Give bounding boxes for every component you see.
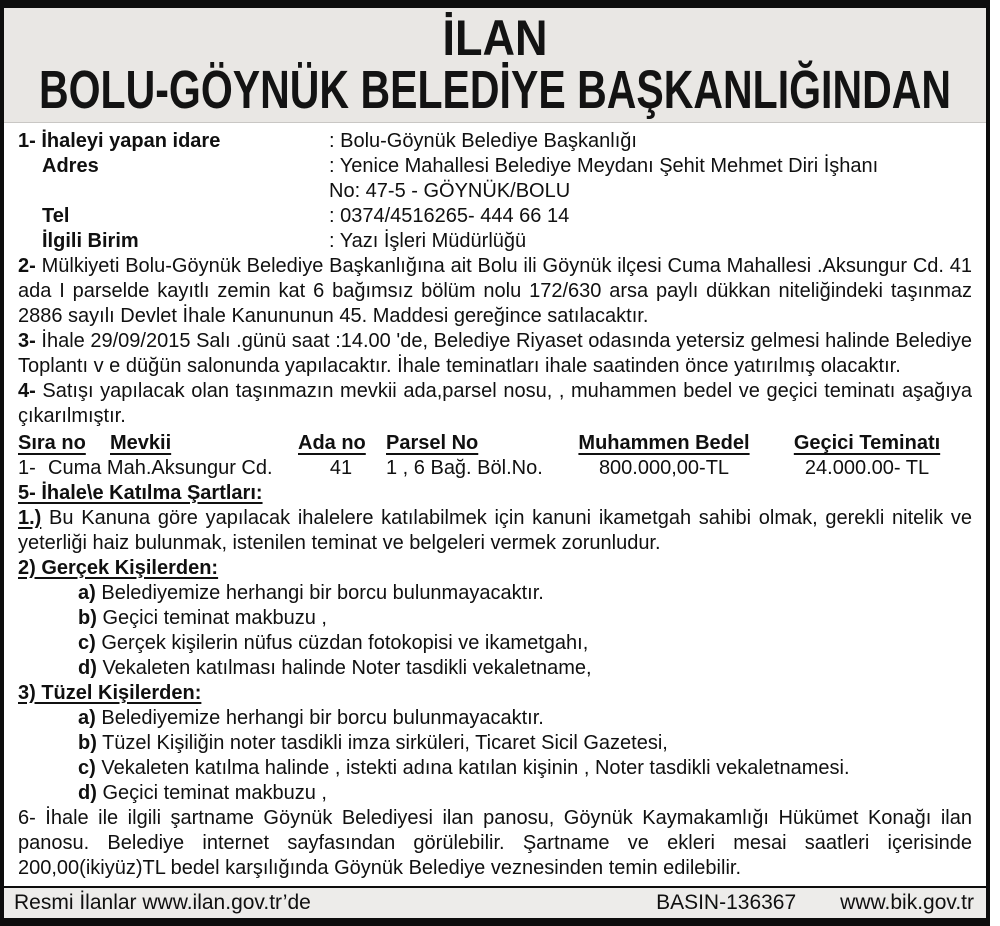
real-persons-item-d-text: Vekaleten katılması halinde Noter tasdikli vekaletname, (96, 657, 592, 679)
section5-item1-text: Bu Kanuna göre yapılacak ihalelere katılabilmek için kanuni ikametgah sahibi olmak, gerekli nitelik ve yeterliği haiz bulunmak, istenilen teminat ve belgeleri vermek zorunludur. (18, 507, 972, 554)
legal-persons-item-b-text: Tüzel Kişiliğin noter tasdikli imza sirküleri, Ticaret Sicil Gazetesi, (96, 732, 668, 754)
real-persons-item-c-text: Gerçek kişilerin nüfus cüzdan fotokopisi ve ikametgahı, (95, 632, 589, 654)
section5-heading-row (18, 481, 972, 506)
legal-persons-item-c (18, 756, 972, 781)
section5-heading: 5- İhale\e Katılma Şartları: (18, 482, 263, 504)
info-value-address (329, 154, 972, 204)
info-row-department (18, 229, 972, 254)
announcement-header (4, 8, 986, 123)
info-value-department: : Yazı İşleri Müdürlüğü (329, 230, 527, 252)
announcement-body (4, 123, 986, 886)
info-row-authority (18, 129, 972, 154)
legal-persons-item-b (18, 731, 972, 756)
paragraph-3-text: İhale 29/09/2015 Salı .günü saat :14.00 'de, Belediye Riyaset odasında yetersiz gelmesi halinde Belediye Toplantı v e düğün salonunda yapılacaktır. İhale teminatları ihale saatinden önce yatırılmış olacaktır. (18, 330, 972, 377)
info-row-phone (18, 204, 972, 229)
legal-persons-item-d (18, 781, 972, 806)
paragraph-3-number: 3- (18, 330, 36, 352)
cell-mevkii: Cuma Mah.Aksungur Cd. (48, 457, 273, 479)
info-value-address-line2: No: 47-5 - GÖYNÜK/BOLU (329, 180, 571, 202)
real-persons-item-d (18, 656, 972, 681)
header-ilan-text: İLAN (442, 10, 548, 66)
col-header-gecici-teminati: Geçici Teminatı (793, 432, 941, 454)
header-ilan-title (4, 10, 986, 66)
legal-persons-item-d-text: Geçici teminat makbuzu , (96, 782, 327, 804)
info-value-phone: : 0374/4516265- 444 66 14 (329, 205, 570, 227)
info-label-address: Adres (42, 155, 99, 177)
legal-persons-item-c-text: Vekaleten katılma halinde , istekti adına katılan kişinin , Noter tasdikli vekaletnamesi. (95, 757, 850, 779)
real-persons-item-a-text: Belediyemize herhangi bir borcu bulunmayacaktır. (95, 582, 544, 604)
legal-persons-item-a-text: Belediyemize herhangi bir borcu bulunmayacaktır. (95, 707, 544, 729)
col-header-muhammen-bedel: Muhammen Bedel (578, 432, 750, 454)
section5-item1 (18, 506, 972, 556)
paragraph-4 (18, 379, 972, 429)
table-row (18, 456, 972, 481)
legal-persons-item-d-letter: d) (78, 782, 97, 804)
col-header-sira-no: Sıra no (18, 432, 86, 454)
cell-muhammen-bedel: 800.000,00-TL (598, 457, 730, 479)
paragraph-6-text: İhale ile ilgili şartname Göynük Belediyesi ilan panosu, Göynük Kaymakamlığı Hükümet Konağı ilan panosu. Belediye internet sayfasından görülebilir. Şartname ve ekleri mesai saatleri içerisinde 200,00(ikiyüz)TL bedel karşılığında Göynük Belediye veznesinden temin edilebilir. (18, 807, 972, 879)
cell-gecici-teminati: 24.000.00- TL (804, 457, 930, 479)
info-label-phone: Tel (42, 205, 70, 227)
real-persons-item-a-letter: a) (78, 582, 96, 604)
cell-sira-no: 1- (18, 457, 36, 479)
paragraph-2-number: 2- (18, 255, 36, 277)
footer-right-group (656, 891, 974, 915)
footer-resmi-ilanlar: Resmi İlanlar www.ilan.gov.tr’de (14, 891, 311, 914)
real-persons-item-a (18, 581, 972, 606)
real-persons-item-c (18, 631, 972, 656)
header-municipality-text: BOLU-GÖYNÜK BELEDİYE BAŞKANLIĞINDAN (38, 60, 952, 120)
cell-parsel-no: 1 , 6 Bağ. Böl.No. (386, 457, 543, 479)
sale-table-header (18, 431, 972, 456)
paragraph-6 (18, 806, 972, 881)
info-row-address (18, 154, 972, 204)
info-label-department: İlgili Birim (42, 230, 139, 252)
paragraph-2 (18, 254, 972, 329)
real-persons-item-b-letter: b) (78, 607, 97, 629)
info-value-address-line1: : Yenice Mahallesi Belediye Meydanı Şehit Mehmet Diri İşhanı (329, 155, 879, 177)
legal-persons-item-c-letter: c) (78, 757, 96, 779)
legal-persons-item-b-letter: b) (78, 732, 97, 754)
paragraph-6-number: 6- (18, 807, 36, 829)
col-header-ada-no: Ada no (298, 432, 366, 454)
paragraph-2-text: Mülkiyeti Bolu-Göynük Belediye Başkanlığına ait Bolu ili Göynük ilçesi Cuma Mahallesi .Aksungur Cd. 41 ada I parselde kayıtlı zemin kat 6 bağımsız bölüm nolu 172/630 arsa paylı dükkan niteliğindeki taşınmaz 2886 sayılı Devlet İhale Kanununun 45. Maddesi gereğince satılacaktır. (18, 255, 972, 327)
legal-persons-heading-row (18, 681, 972, 706)
info-label-authority: 1- İhaleyi yapan idare (18, 130, 221, 152)
footer-bik-url: www.bik.gov.tr (840, 891, 974, 914)
cell-ada-no: 41 (329, 457, 353, 479)
info-value-authority: : Bolu-Göynük Belediye Başkanlığı (329, 130, 637, 152)
legal-persons-item-a (18, 706, 972, 731)
real-persons-item-c-letter: c) (78, 632, 96, 654)
col-header-mevkii: Mevkii (110, 432, 172, 454)
legal-persons-heading: 3) Tüzel Kişilerden: (18, 682, 202, 704)
announcement-footer (4, 886, 986, 918)
sale-table (18, 431, 972, 481)
paragraph-4-text: Satışı yapılacak olan taşınmazın mevkii ada,parsel nosu, , muhammen bedel ve geçici teminatı aşağıya çıkarılmıştır. (18, 380, 972, 427)
real-persons-heading: 2) Gerçek Kişilerden: (18, 557, 219, 579)
legal-persons-item-a-letter: a) (78, 707, 96, 729)
real-persons-item-b-text: Geçici teminat makbuzu , (96, 607, 327, 629)
footer-basin-number: BASIN-136367 (656, 891, 797, 914)
real-persons-item-b (18, 606, 972, 631)
header-municipality-title (4, 60, 986, 120)
section5-item1-number: 1.) (18, 507, 42, 529)
real-persons-heading-row (18, 556, 972, 581)
col-header-parsel-no: Parsel No (386, 432, 479, 454)
paragraph-3 (18, 329, 972, 379)
paragraph-4-number: 4- (18, 380, 36, 402)
real-persons-item-d-letter: d) (78, 657, 97, 679)
